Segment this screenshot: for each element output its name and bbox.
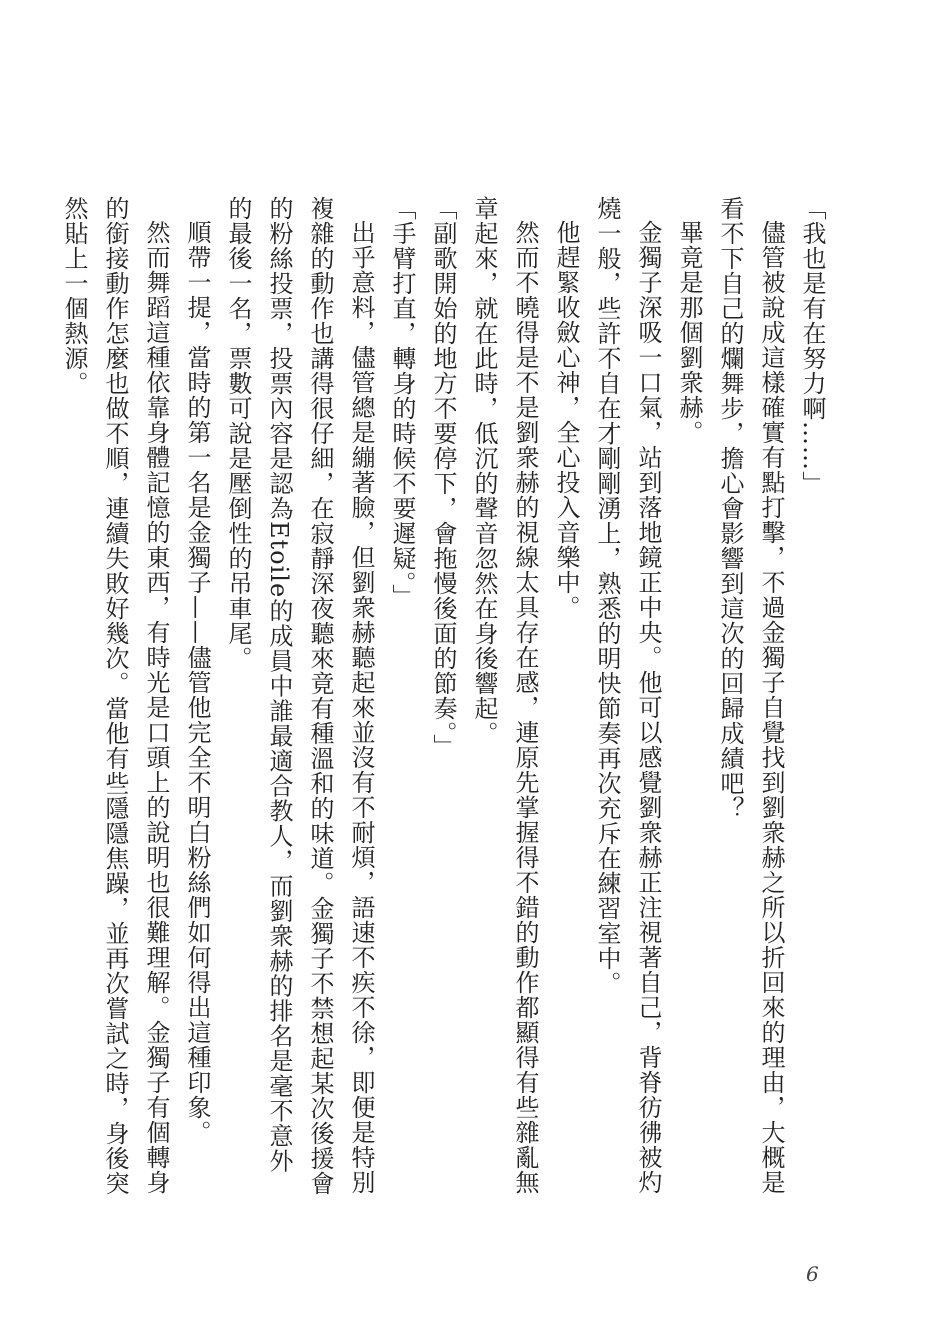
paragraph-10: 順帶一提，當時的第一名是金獨子——儘管他完全不明白粉絲們如何得出這種印象。 (183, 220, 211, 1145)
paragraph-11: 然而舞蹈這種依靠身體記憶的東西，有時光是口頭上的說明也很難理解。金獨子有個轉身的銜接動作怎麼也做不順，連續失敗好幾次。當他有些隱隱焦躁，並再次嘗試之時，身後突然貼上一個熱源。 (60, 196, 170, 1196)
paragraph-9: 出乎意料，儘管總是繃著臉，但劉衆赫聽起來並沒有不耐煩，語速不疾不徐，即便是特別複雜的動作也講得很仔細，在寂靜深夜聽來竟有種溫和的味道。金獨子不禁想起某次後援會的粉絲投票，投票內容是認為Etoile的成員中誰最適合教人，而劉衆赫的排名是毫不意外的最後一名，票數可說是壓倒性的吊車尾。 (224, 196, 375, 1196)
paragraph-8: 「手臂打直，轉身的時候不要遲疑。」 (388, 196, 416, 609)
paragraph-3: 畢竟是那個劉衆赫。 (675, 220, 703, 445)
paragraph-1: 「我也是有在努力啊……」 (798, 196, 826, 496)
paragraph-6: 然而不曉得是不是劉衆赫的視線太具存在感，連原先掌握得不錯的動作都顯得有些雜亂無章起來，就在此時，低沉的聲音忽然在身後響起。 (470, 196, 539, 1195)
page-number: 6 (806, 1262, 819, 1286)
paragraph-7: 「副歌開始的地方不要停下，會拖慢後面的節奏。」 (429, 196, 457, 759)
paragraph-2: 儘管被說成這樣確實有點打擊，不過金獨子自覺找到劉衆赫之所以折回來的理由，大概是看不下自己的爛舞步，擔心會影響到這次的回歸成績吧？ (716, 196, 785, 1195)
paragraph-5: 他趕緊收斂心神，全心投入音樂中。 (552, 220, 580, 620)
paragraph-4: 金獨子深吸一口氣，站到落地鏡正中央。他可以感覺劉衆赫正注視著自己，背脊彷彿被灼燒一般，些許不自在才剛剛湧上，熟悉的明快節奏再次充斥在練習室中。 (593, 196, 662, 1195)
novel-text-block (60, 196, 832, 1196)
